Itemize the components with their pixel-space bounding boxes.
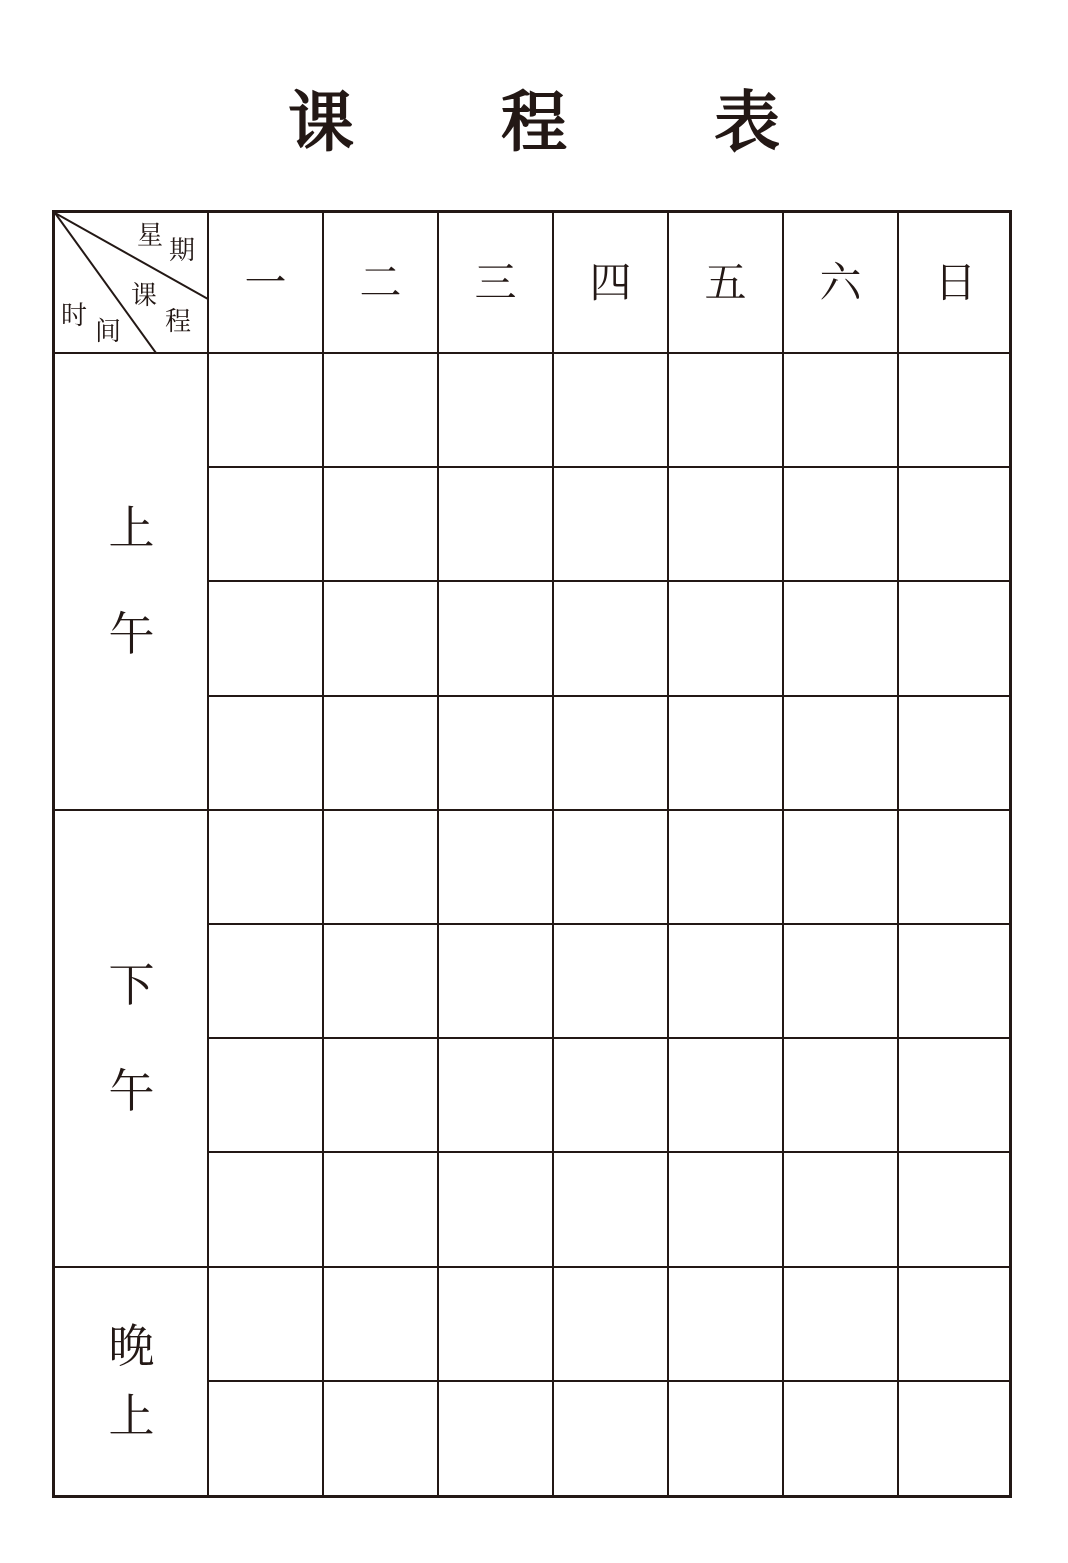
schedule-cell[interactable] [668, 924, 783, 1038]
period-char: 上 [108, 501, 155, 556]
period-char: 上 [108, 1388, 155, 1443]
schedule-cell[interactable] [553, 1381, 668, 1495]
day-header-3: 三 [474, 258, 517, 307]
period-char: 下 [108, 958, 155, 1013]
schedule-cell[interactable] [438, 924, 553, 1038]
schedule-cell[interactable] [438, 353, 553, 467]
schedule-cell[interactable] [323, 1152, 438, 1266]
schedule-cell[interactable] [898, 924, 1013, 1038]
period-label-1 [55, 353, 208, 810]
schedule-cell[interactable] [208, 1267, 323, 1381]
schedule-cell[interactable] [438, 810, 553, 924]
schedule-cell[interactable] [783, 924, 898, 1038]
period-char: 晚 [108, 1318, 155, 1373]
schedule-cell[interactable] [783, 1267, 898, 1381]
schedule-cell[interactable] [898, 1152, 1013, 1266]
schedule-cell[interactable] [438, 696, 553, 810]
schedule-cell[interactable] [898, 1038, 1013, 1152]
day-header-5: 五 [704, 258, 747, 307]
schedule-cell[interactable] [783, 467, 898, 581]
timetable-grid [52, 210, 1012, 1498]
schedule-cell[interactable] [438, 1038, 553, 1152]
schedule-cell[interactable] [323, 467, 438, 581]
schedule-cell[interactable] [668, 1152, 783, 1266]
day-header-7: 日 [934, 258, 977, 307]
period-label-3 [55, 1267, 208, 1495]
schedule-cell[interactable] [323, 1381, 438, 1495]
schedule-cell[interactable] [438, 1152, 553, 1266]
schedule-cell[interactable] [553, 1038, 668, 1152]
schedule-cell[interactable] [553, 467, 668, 581]
schedule-cell[interactable] [898, 1267, 1013, 1381]
period-label-2 [55, 810, 208, 1267]
schedule-cell[interactable] [208, 581, 323, 695]
schedule-cell[interactable] [783, 581, 898, 695]
schedule-cell[interactable] [553, 810, 668, 924]
schedule-cell[interactable] [783, 1038, 898, 1152]
day-header-1: 一 [244, 258, 287, 307]
schedule-cell[interactable] [898, 1381, 1013, 1495]
schedule-cell[interactable] [668, 810, 783, 924]
schedule-cell[interactable] [208, 696, 323, 810]
corner-course-char-1: 课 [131, 281, 158, 311]
schedule-cell[interactable] [208, 810, 323, 924]
schedule-cell[interactable] [553, 1152, 668, 1266]
schedule-cell[interactable] [553, 353, 668, 467]
corner-course-char-2: 程 [165, 307, 192, 337]
schedule-cell[interactable] [783, 1381, 898, 1495]
schedule-cell[interactable] [323, 810, 438, 924]
schedule-cell[interactable] [208, 1038, 323, 1152]
schedule-cell[interactable] [208, 353, 323, 467]
schedule-cell[interactable] [553, 696, 668, 810]
schedule-cell[interactable] [553, 1267, 668, 1381]
schedule-cell[interactable] [668, 467, 783, 581]
corner-time-char-2: 间 [95, 317, 122, 347]
day-header-4: 四 [589, 258, 632, 307]
schedule-cell[interactable] [208, 1152, 323, 1266]
schedule-cell[interactable] [898, 581, 1013, 695]
schedule-cell[interactable] [323, 696, 438, 810]
schedule-cell[interactable] [783, 696, 898, 810]
schedule-cell[interactable] [668, 696, 783, 810]
schedule-cell[interactable] [898, 810, 1013, 924]
schedule-cell[interactable] [323, 924, 438, 1038]
period-char: 午 [108, 1064, 155, 1119]
schedule-cell[interactable] [668, 581, 783, 695]
schedule-cell[interactable] [438, 581, 553, 695]
schedule-cell[interactable] [438, 1381, 553, 1495]
period-char: 午 [108, 607, 155, 662]
page-title: 课 程 表 [288, 84, 842, 161]
schedule-cell[interactable] [898, 467, 1013, 581]
schedule-cell[interactable] [323, 1267, 438, 1381]
schedule-cell[interactable] [208, 1381, 323, 1495]
schedule-cell[interactable] [438, 467, 553, 581]
day-header-6: 六 [819, 258, 862, 307]
schedule-cell[interactable] [898, 696, 1013, 810]
schedule-cell[interactable] [898, 353, 1013, 467]
schedule-cell[interactable] [783, 353, 898, 467]
corner-week-char-2: 期 [169, 236, 196, 266]
corner-week-char-1: 星 [137, 221, 164, 251]
schedule-cell[interactable] [208, 467, 323, 581]
schedule-cell[interactable] [553, 924, 668, 1038]
schedule-cell[interactable] [323, 581, 438, 695]
schedule-cell[interactable] [668, 353, 783, 467]
schedule-cell[interactable] [323, 1038, 438, 1152]
schedule-cell[interactable] [553, 581, 668, 695]
schedule-cell[interactable] [208, 924, 323, 1038]
schedule-cell[interactable] [668, 1381, 783, 1495]
day-header-2: 二 [359, 258, 402, 307]
schedule-cell[interactable] [783, 1152, 898, 1266]
schedule-cell[interactable] [783, 810, 898, 924]
corner-time-char-1: 时 [61, 301, 88, 331]
schedule-cell[interactable] [323, 353, 438, 467]
schedule-cell[interactable] [668, 1038, 783, 1152]
schedule-cell[interactable] [438, 1267, 553, 1381]
schedule-cell[interactable] [668, 1267, 783, 1381]
